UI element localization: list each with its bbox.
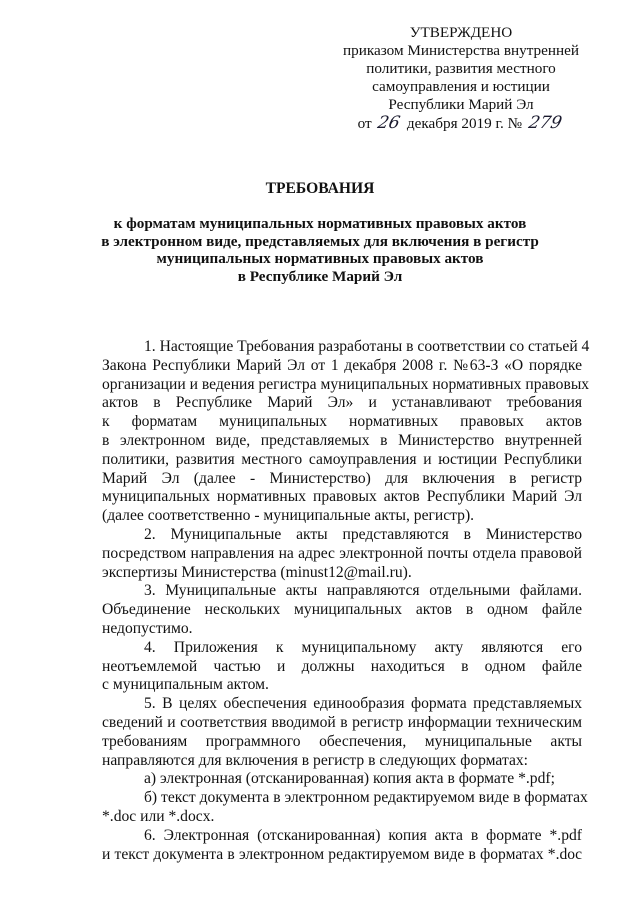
approval-line: Республики Марий Эл [388, 96, 534, 113]
subtitle-line: муниципальных нормативных правовых актов [156, 250, 484, 267]
approval-stamp [330, 24, 592, 133]
handwritten-order-number: 279 [526, 113, 564, 133]
paragraph-5-row: направляются для включения в регистр в следующих форматах: [102, 751, 529, 769]
paragraph-5-row: требованиям программного обеспечения, муниципальные акты [102, 732, 582, 750]
paragraph-1-row: организации и ведения регистра муниципальных нормативных правовых [102, 375, 590, 393]
paragraph-3-row: Объединение нескольких муниципальных актов в одном файле [102, 601, 582, 619]
paragraph-1-row: к форматам муниципальных нормативных правовых актов [102, 413, 582, 431]
list-item-a: а) электронная (отсканированная) копия акта в формате *.pdf; [144, 770, 555, 788]
paragraph-1-row: (далее соответственно - муниципальные акты, регистр). [102, 507, 475, 525]
paragraph-2-row: 2. Муниципальные акты представляются в Министерство [144, 525, 582, 543]
approval-date-line [330, 114, 592, 133]
paragraph-1-row: политики, развития местного самоуправления и юстиции Республики [102, 450, 582, 468]
paragraph-6-row: и текст документа в электронном редактируемом виде в форматах *.doc [102, 845, 582, 863]
paragraph-4-row: с муниципальным актом. [102, 676, 269, 694]
subtitle-line: в электронном виде, представляемых для включения в регистр [101, 232, 539, 250]
date-prefix: от [357, 115, 372, 132]
paragraph-5-row: 5. В целях обеспечения единообразия формата представляемых [144, 695, 582, 713]
approval-line: самоуправления и юстиции [372, 78, 550, 95]
paragraph-1-row: Закона Республики Марий Эл от 1 декабря 2008 г. №63-З «О порядке [102, 356, 582, 374]
paragraph-1-row: Марий Эл (далее - Министерство) для включения в регистр [102, 469, 582, 487]
paragraph-1-row: в электронном виде, представляемых в Министерство внутренней [102, 431, 582, 449]
paragraph-6-row: 6. Электронная (отсканированная) копия акта в формате *.pdf [144, 826, 582, 844]
approval-line: приказом Министерства внутренней [342, 42, 580, 59]
paragraph-4-row: неотъемлемой частью и должны находиться в одном файле [102, 657, 582, 675]
approval-line: политики, развития местного [366, 60, 556, 77]
handwritten-day: 26 [376, 113, 403, 133]
paragraph-2-row: экспертизы Министерства (minust12@mail.ru). [102, 563, 412, 581]
paragraph-3-row: недопустимо. [102, 619, 193, 637]
document-body [102, 338, 590, 864]
paragraph-1-row: 1. Настоящие Требования разработаны в соответствии со статьей 4 [144, 338, 590, 355]
list-item-b-row: *.doc или *.docx. [102, 807, 215, 825]
paragraph-5-row: сведений и соответствия вводимой в регистр информации техническим [102, 713, 582, 731]
paragraph-2-row: посредством направления на адрес электронной почты отдела правовой [102, 544, 582, 562]
document-subtitle [80, 215, 560, 285]
document-title: ТРЕБОВАНИЯ [265, 180, 375, 197]
paragraph-1-row: актов в Республике Марий Эл» и устанавливают требования [102, 394, 582, 412]
subtitle-line: в Республике Марий Эл [237, 267, 403, 285]
list-item-b-row: б) текст документа в электронном редактируемом виде в форматах [144, 789, 588, 807]
approval-heading: УТВЕРЖДЕНО [409, 24, 513, 41]
paragraph-3-row: 3. Муниципальные акты направляются отдельными файлами. [144, 582, 582, 600]
date-rest: декабря 2019 г. № [406, 115, 523, 132]
paragraph-1-row: муниципальных нормативных правовых актов Республики Марий Эл [102, 488, 582, 506]
paragraph-4-row: 4. Приложения к муниципальному акту являются его [144, 638, 582, 656]
subtitle-line: к форматам муниципальных нормативных правовых актов [113, 215, 527, 232]
